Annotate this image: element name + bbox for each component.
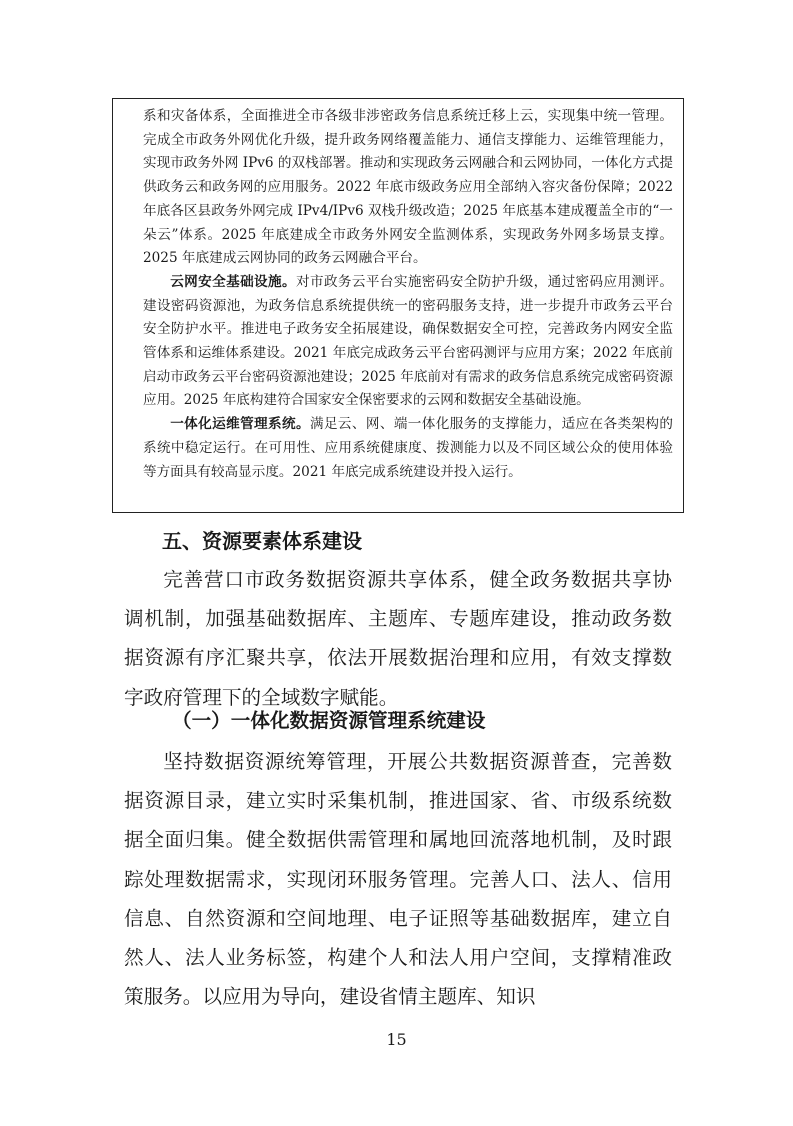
highlight-box	[112, 98, 684, 513]
page-number: 15	[386, 1030, 407, 1049]
box-paragraph-ops-title: 一体化运维管理系统。	[170, 416, 310, 433]
box-paragraph-security	[143, 271, 673, 413]
box-paragraph-cloud-network: 系和灾备体系，全面推进全市各级非涉密政务信息系统迁移上云，实现集中统一管理。完成全市政务外网优化升级，提升政务网络覆盖能力、通信支撑能力、运维管理能力，实现市政务外网 IPv6 的双栈部署。推动和实现政务云网融合和云网协同，一体化方式提供政务云和政务网的应用服务。2022 年底市级政务应用全部纳入容灾备份保障；2022 年底各区县政务外网完成 IPv4/IPv6 双栈升级改造；2025 年底基本建成覆盖全市的“一朵云”体系。2025 年底建成全市政务外网安全监测体系，实现政务外网多场景支撑。2025 年底建成云网协同的政务云网融合平台。	[143, 108, 673, 267]
subsection-heading: （一）一体化数据资源管理系统建设	[172, 709, 486, 732]
box-paragraph-security-title: 云网安全基础设施。	[170, 273, 296, 290]
section-intro-paragraph: 完善营口市政务数据资源共享体系，健全政务数据共享协调机制，加强基础数据库、主题库、专题库建设，推动政务数据资源有序汇聚共享，依法开展数据治理和应用，有效支撑数字政府管理下的全域数字赋能。	[124, 568, 672, 709]
box-paragraph-ops-text: 满足云、网、端一体化服务的支撑能力，适应在各类架构的系统中稳定运行。在可用性、应用系统健康度、拨测能力以及不同区域公众的使用体验等方面具有较高显示度。2021 年底完成系统建设并投入运行。	[143, 416, 674, 480]
box-paragraph-ops	[143, 413, 673, 484]
subsection-body-paragraph: 坚持数据资源统筹管理，开展公共数据资源普查，完善数据资源目录，建立实时采集机制，推进国家、省、市级系统数据全面归集。健全数据供需管理和属地回流落地机制，及时跟踪处理数据需求，实现闭环服务管理。完善人口、法人、信用信息、自然资源和空间地理、电子证照等基础数据库，建立自然人、法人业务标签，构建个人和法人用户空间，支撑精准政策服务。以应用为导向，建设省情主题库、知识	[124, 750, 672, 1009]
box-paragraph-security-text: 对市政务云平台实施密码安全防护升级，通过密码应用测评。建设密码资源池，为政务信息系统提供统一的密码服务支持，进一步提升市政务云平台安全防护水平。推进电子政务安全拓展建设，确保数据安全可控，完善政务内网安全监管体系和运维体系建设。2021 年底完成政务云平台密码测评与应用方案；2022 年底前启动市政务云平台密码资源池建设；2025 年底前对有需求的政务信息系统完成密码资源应用。2025 年底构建符合国家安全保密要求的云网和数据安全基础设施。	[143, 273, 674, 409]
section-heading: 五、资源要素体系建设	[162, 529, 362, 553]
